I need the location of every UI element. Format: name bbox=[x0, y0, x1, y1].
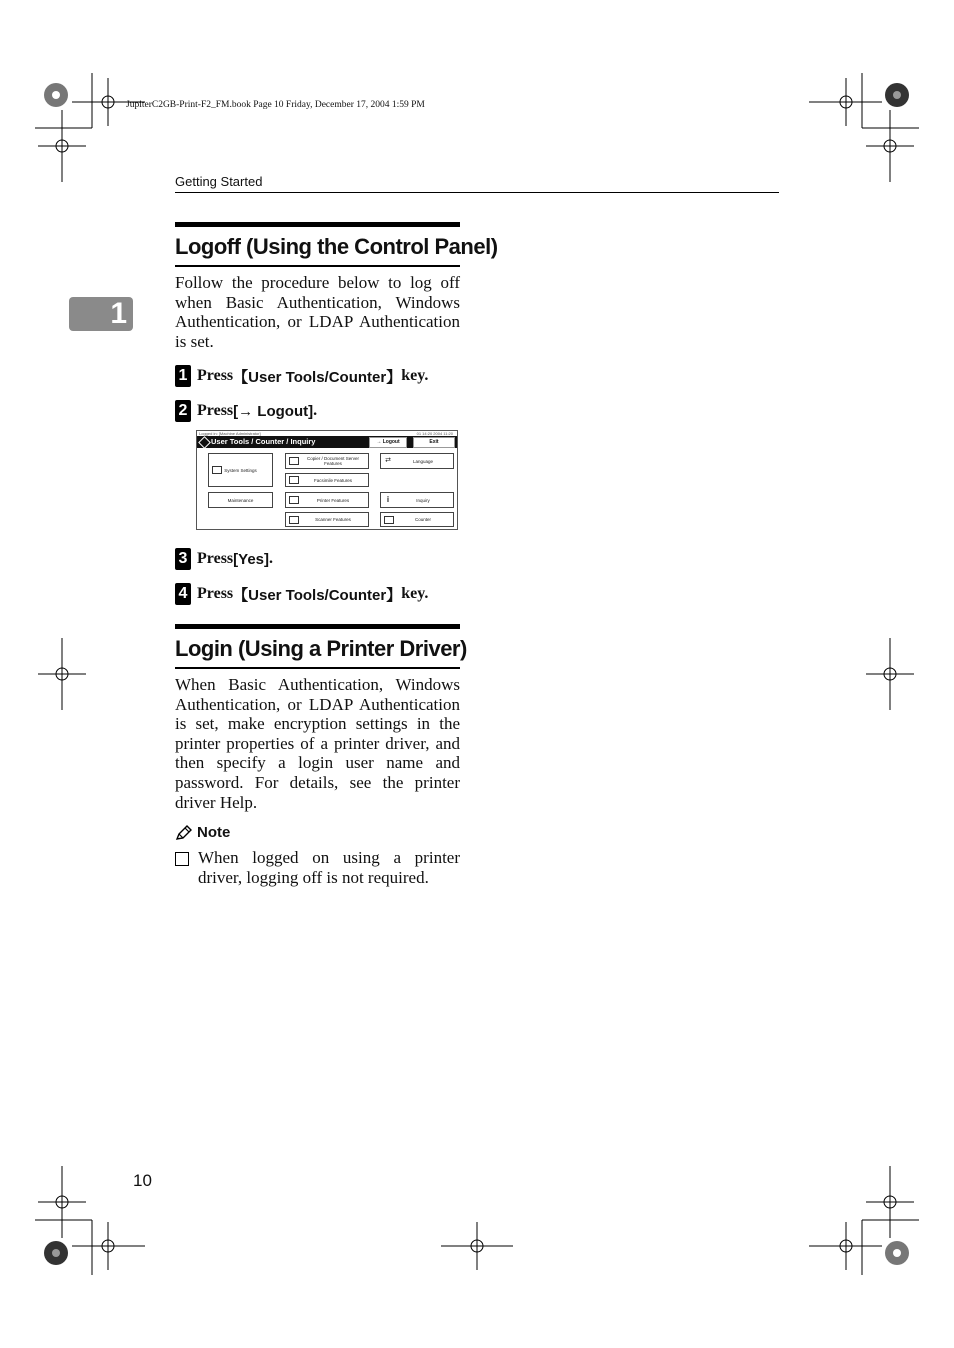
facsimile-button[interactable]: Facsimile Features bbox=[285, 473, 369, 487]
counter-icon bbox=[384, 516, 394, 524]
yes-key: [Yes] bbox=[233, 550, 269, 568]
logoff-intro: Follow the procedure below to log off when Basic Authentication, Windows Authentication, or LDAP Authentication is set. bbox=[175, 273, 460, 351]
scanner-icon bbox=[289, 516, 299, 524]
header-rule bbox=[175, 192, 779, 193]
note-label: Note bbox=[197, 824, 231, 841]
logout-button[interactable]: → Logout bbox=[369, 437, 407, 448]
user-tools-key: 【User Tools/Counter】 bbox=[233, 368, 402, 386]
note-heading bbox=[175, 824, 230, 841]
logoff-title: Logoff (Using the Control Panel) bbox=[175, 222, 460, 267]
copier-button[interactable]: Copier / Document Server Features bbox=[285, 453, 369, 469]
chapter-tab bbox=[69, 297, 133, 331]
printer-icon bbox=[289, 496, 299, 504]
diamond-icon bbox=[198, 436, 211, 449]
counter-button[interactable]: Counter bbox=[380, 512, 454, 527]
system-settings-button[interactable]: System Settings bbox=[208, 453, 273, 487]
user-tools-key: 【User Tools/Counter】 bbox=[233, 586, 402, 604]
scanner-button[interactable]: Scanner Features bbox=[285, 512, 369, 527]
exit-button[interactable]: Exit bbox=[413, 437, 455, 448]
panel-title-bar bbox=[197, 436, 457, 448]
step-1: 1 Press 【User Tools/Counter】 key. bbox=[175, 364, 428, 388]
copier-icon bbox=[289, 457, 299, 465]
chapter-number: 1 bbox=[110, 297, 127, 330]
checkbox-bullet-icon bbox=[175, 852, 189, 866]
inquiry-button[interactable]: i Inquiry bbox=[380, 492, 454, 508]
printer-button[interactable]: Printer Features bbox=[285, 492, 369, 508]
login-body: When Basic Authentication, Windows Authentication, or LDAP Authentication is set, make encryption settings in the printer properties of a printer driver, and then specify a login user name and password. For details, see the printer driver Help. bbox=[175, 675, 460, 812]
login-title: Login (Using a Printer Driver) bbox=[175, 624, 460, 669]
panel-title: User Tools / Counter / Inquiry bbox=[211, 437, 316, 446]
note-text: When logged on using a printer driver, logging off is not required. bbox=[198, 848, 460, 887]
panel-status-line: Logged in: [Machine Administrator] 01 14:20 2004 11:20 bbox=[197, 431, 457, 436]
logout-key: [→ Logout] bbox=[233, 402, 314, 420]
running-head: Getting Started bbox=[175, 174, 263, 189]
step-number: 2 bbox=[175, 400, 191, 422]
language-icon: ⇄ bbox=[385, 457, 391, 464]
page-number: 10 bbox=[133, 1171, 152, 1190]
pencil-icon bbox=[175, 825, 193, 841]
language-button[interactable]: ⇄ Language bbox=[380, 453, 454, 469]
note-item bbox=[175, 848, 460, 887]
step-number: 3 bbox=[175, 548, 191, 570]
print-header: JupiterC2GB-Print-F2_FM.book Page 10 Friday, December 17, 2004 1:59 PM bbox=[126, 100, 425, 110]
system-settings-icon bbox=[212, 466, 222, 474]
step-2: 2 Press [→ Logout] . bbox=[175, 399, 317, 423]
step-number: 4 bbox=[175, 583, 191, 605]
maintenance-button[interactable]: Maintenance bbox=[208, 492, 273, 508]
step-4: 4 Press 【User Tools/Counter】 key. bbox=[175, 582, 428, 606]
info-icon: i bbox=[386, 495, 390, 504]
control-panel-screen bbox=[196, 430, 458, 530]
step-number: 1 bbox=[175, 365, 191, 387]
fax-icon bbox=[289, 476, 299, 484]
step-3: 3 Press [Yes] . bbox=[175, 547, 273, 571]
